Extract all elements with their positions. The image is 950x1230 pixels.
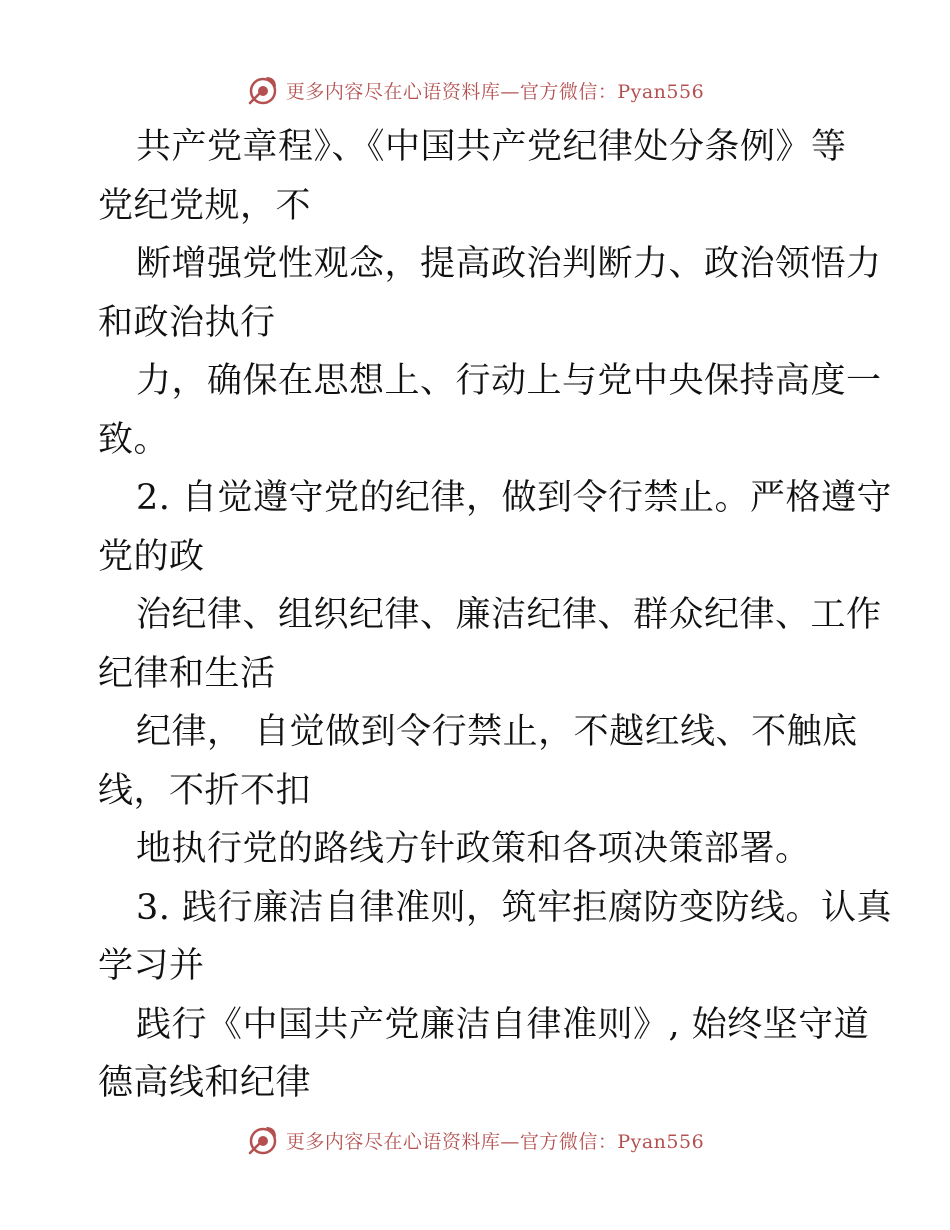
text-line: 致。 [98, 419, 170, 460]
header-banner [0, 70, 950, 110]
text-line: 纪律， 自觉做到令行禁止，不越红线、不触底 [136, 712, 858, 752]
text-line: 党纪党规，不 [98, 185, 312, 226]
text-line: 2. 自觉遵守党的纪律，做到令行禁止。严格遵守 [136, 478, 893, 518]
text-line: 线，不折不扣 [98, 770, 312, 811]
text-line: 治纪律、组织纪律、廉洁纪律、群众纪律、工作 [136, 595, 882, 635]
header-banner-text: 更多内容尽在心语资料库—官方微信：Pyan556 [285, 80, 705, 103]
footer-banner-text: 更多内容尽在心语资料库—官方微信：Pyan556 [285, 1130, 705, 1153]
text-line: 学习并 [98, 946, 205, 986]
text-line: 践行《中国共产党廉洁自律准则》, 始终坚守道 [136, 1004, 870, 1045]
document-body [98, 118, 893, 1113]
quill-circle-logo-icon [246, 1123, 280, 1157]
text-line: 3. 践行廉洁自律准则，筑牢拒腐防变防线。认真 [136, 887, 893, 928]
text-line: 力，确保在思想上、行动上与党中央保持高度一 [136, 361, 882, 401]
footer-banner [0, 1120, 950, 1160]
text-line: 德高线和纪律 [98, 1063, 312, 1103]
text-line: 共产党章程》、《中国共产党纪律处分条例》等 [136, 127, 847, 167]
text-line: 断增强党性观念，提高政治判断力、政治领悟力 [136, 244, 882, 284]
text-line: 和政治执行 [98, 302, 276, 343]
text-line: 党的政 [98, 536, 205, 577]
quill-circle-logo-icon [246, 73, 280, 107]
text-line: 纪律和生活 [98, 653, 276, 694]
text-line: 地执行党的路线方针政策和各项决策部署。 [136, 829, 811, 869]
